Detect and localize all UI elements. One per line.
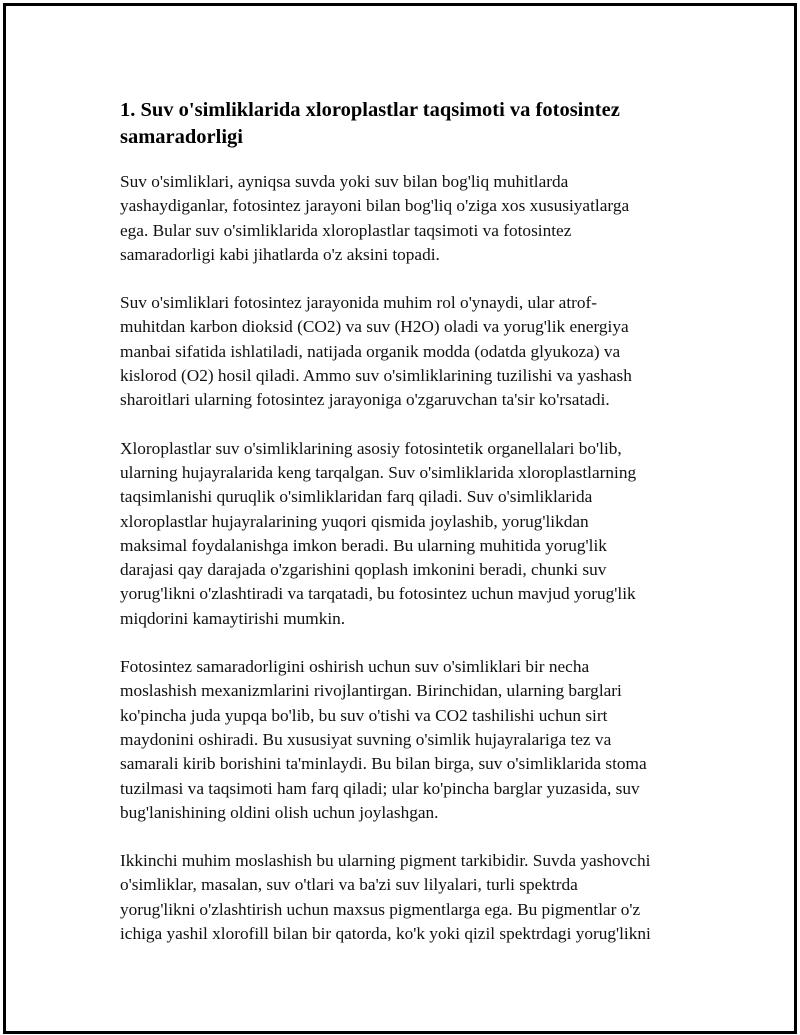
text-line: ko'pincha juda yupqa bo'lib, bu suv o'tishi va CO2 tashilishi uchun sirt [120, 705, 608, 725]
text-line: ichiga yashil xlorofill bilan bir qatorda, ko'k yoki qizil spektrdagi yorug'likni [120, 924, 651, 944]
text-line: tuzilmasi va taqsimoti ham farq qiladi; ular ko'pincha barglar yuzasida, suv [120, 778, 640, 798]
text-line: xloroplastlar hujayralarining yuqori qismida joylashib, yorug'likdan [120, 511, 589, 531]
text-line: Fotosintez samaradorligini oshirish uchun suv o'simliklari bir necha [120, 657, 590, 677]
text-line: Suv o'simliklari fotosintez jarayonida muhim rol o'ynaydi, ular atrof- [120, 293, 598, 313]
heading-line: 1. Suv o'simliklarida xloroplastlar taqsimoti va fotosintez [120, 99, 620, 121]
paragraph-intro [120, 170, 704, 267]
text-line: ega. Bular suv o'simliklarida xloroplastlar taqsimoti va fotosintez [120, 220, 572, 240]
text-line: manbai sifatida ishlatiladi, natijada organik modda (odatda glyukoza) va [120, 341, 621, 361]
text-line: Ikkinchi muhim moslashish bu ularning pigment tarkibidir. Suvda yashovchi [120, 851, 651, 871]
text-line: Xloroplastlar suv o'simliklarining asosiy fotosintetik organellalari bo'lib, [120, 438, 622, 458]
text-line: Suv o'simliklari, ayniqsa suvda yoki suv bilan bog'liq muhitlarda [120, 172, 569, 191]
text-line: darajasi qay darajada o'zgarishini qoplash imkonini beradi, chunki suv [120, 560, 607, 580]
text-line: bug'lanishining oldini olish uchun joylashgan. [120, 802, 439, 822]
text-line: miqdorini kamaytirishi mumkin. [120, 608, 346, 628]
text-line: samaradorligi kabi jihatlarda o'z aksini topadi. [120, 244, 440, 264]
text-line: yashaydiganlar, fotosintez jarayoni bilan bog'liq o'ziga xos xususiyatlarga [120, 196, 630, 216]
paragraph-adaptations [120, 655, 704, 825]
text-line: maydonini oshiradi. Bu xususiyat suvning o'simlik hujayralariga tez va [120, 729, 612, 749]
paragraph-photosynthesis [120, 291, 704, 412]
text-line: yorug'likni o'zlashtirish uchun maxsus pigmentlarga ega. Bu pigmentlar o'z [120, 899, 641, 919]
text-line: ularning hujayralarida keng tarqalgan. Suv o'simliklarida xloroplastlarning [120, 462, 637, 482]
paragraph-pigments [120, 849, 704, 946]
page-frame [3, 3, 797, 1034]
text-line: sharoitlari ularning fotosintez jarayoniga o'zgaruvchan ta'sir ko'rsatadi. [120, 390, 610, 410]
paragraph-chloroplasts [120, 437, 704, 631]
text-line: taqsimlanishi quruqlik o'simliklaridan farq qiladi. Suv o'simliklarida [120, 487, 593, 507]
document-content [120, 97, 704, 970]
text-line: yorug'likni o'zlashtiradi va tarqatadi, bu fotosintez uchun mavjud yorug'lik [120, 584, 636, 604]
text-line: kislorod (O2) hosil qiladi. Ammo suv o'simliklarining tuzilishi va yashash [120, 366, 632, 386]
heading-line: samaradorligi [120, 126, 243, 148]
text-line: maksimal foydalanishga imkon beradi. Bu ularning muhitida yorug'lik [120, 535, 607, 555]
section-heading [120, 97, 704, 151]
text-line: samarali kirib borishini ta'minlaydi. Bu bilan birga, suv o'simliklarida stoma [120, 754, 647, 774]
text-line: moslashish mexanizmlarini rivojlantirgan. Birinchidan, ularning barglari [120, 681, 622, 701]
text-line: muhitdan karbon dioksid (CO2) va suv (H2O) oladi va yorug'lik energiya [120, 317, 629, 337]
text-line: o'simliklar, masalan, suv o'tlari va ba'zi suv lilyalari, turli spektrda [120, 875, 578, 895]
